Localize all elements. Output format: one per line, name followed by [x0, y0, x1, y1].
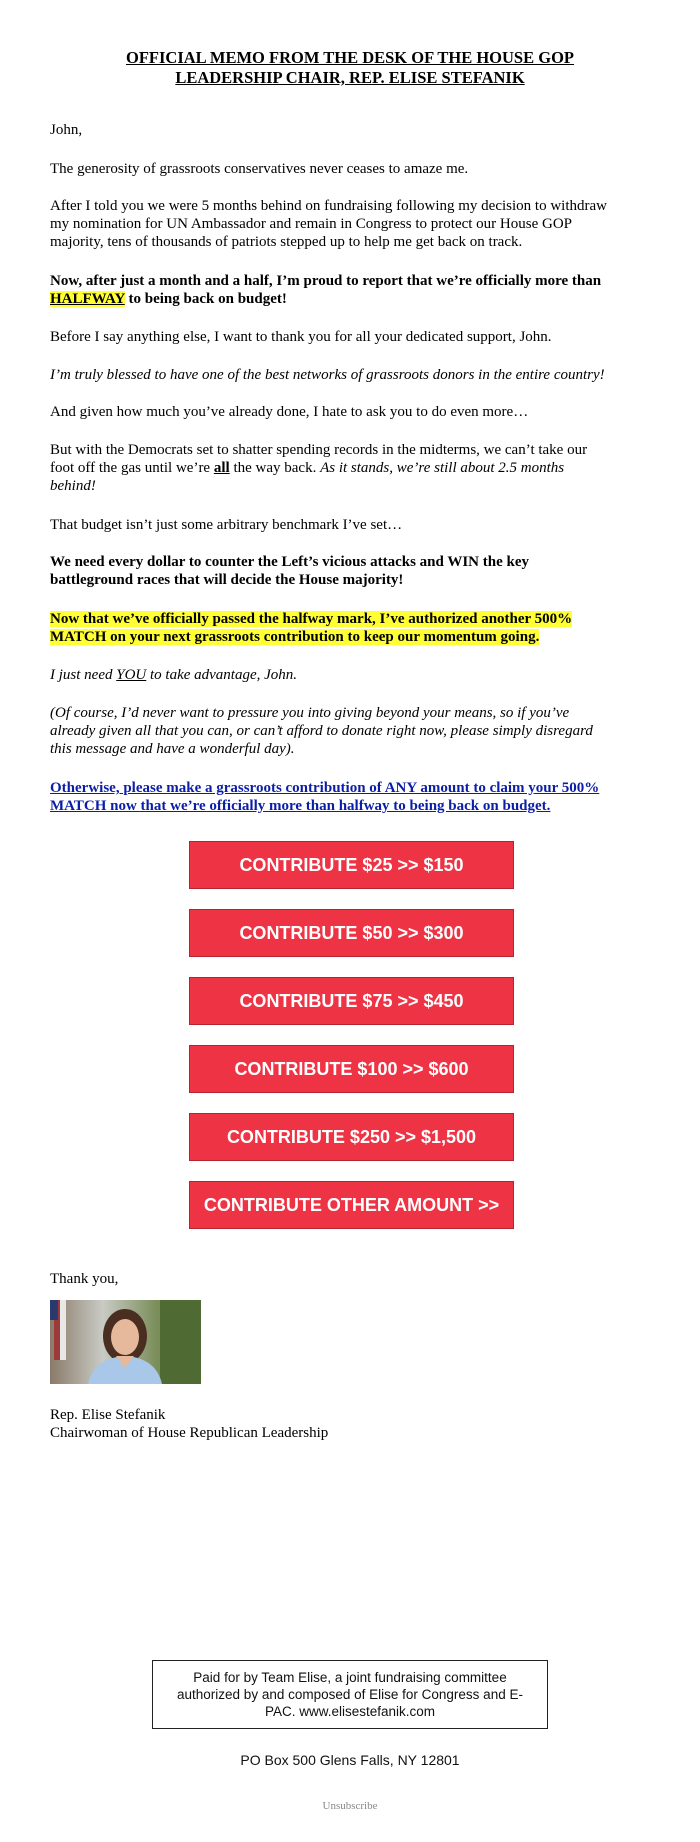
contribute-250-button[interactable]: CONTRIBUTE $250 >> $1,500 — [189, 1113, 514, 1161]
paragraph-500-match: Now that we’ve officially passed the halfway mark, I’ve authorized another 500% MATCH on your next grassroots contribution to keep our momentum going. — [50, 611, 573, 645]
paragraph-thanks-support: Before I say anything else, I want to thank you for all your dedicated support, John. — [50, 329, 552, 345]
portrait-image — [50, 1300, 201, 1384]
paragraph-generosity: The generosity of grassroots conservatives never ceases to amaze me. — [50, 161, 469, 177]
paid-for-disclaimer: Paid for by Team Elise, a joint fundraising committee authorized by and composed of Elise for Congress and E- PAC. www.elisestefanik.com — [152, 1660, 548, 1729]
signature-photo — [50, 1300, 201, 1384]
contribute-75-button[interactable]: CONTRIBUTE $75 >> $450 — [189, 977, 514, 1025]
memo-title-line2: LEADERSHIP CHAIR, REP. ELISE STEFANIK — [175, 68, 525, 87]
paragraph-hate-to-ask: And given how much you’ve already done, I hate to ask you to do even more… — [50, 404, 529, 420]
thank-you-text: Thank you, — [50, 1271, 119, 1287]
paragraph-counter-left: We need every dollar to counter the Left’s vicious attacks and WIN the key battleground races that will decide the House majority! — [50, 554, 529, 588]
paragraph-behind-fundraising: After I told you we were 5 months behind on fundraising following my decision to withdraw my nomination for UN Ambassador and remain in Congress to protect our House GOP majority, tens of thousands of patriots stepped up to help me get back on track. — [50, 198, 607, 250]
contribute-other-button[interactable]: CONTRIBUTE OTHER AMOUNT >> — [189, 1181, 514, 1229]
signature-role: Chairwoman of House Republican Leadership — [50, 1425, 329, 1441]
paragraph-disregard: (Of course, I’d never want to pressure you into giving beyond your means, so if you’ve already given all that you can, or can’t afford to donate right now, please simply disregard this message and have a wonderful day). — [50, 705, 593, 757]
memo-title — [50, 48, 650, 88]
signature-block — [50, 1406, 650, 1442]
paragraph-halfway-report: Now, after just a month and a half, I’m proud to report that we’re officially more than HALFWAY to being back on budget! — [50, 273, 602, 307]
contribution-link[interactable]: Otherwise, please make a grassroots contribution of ANY amount to claim your 500% MATCH now that we’re officially more than halfway to being back on budget. — [50, 780, 600, 814]
paragraph-need-you: I just need YOU to take advantage, John. — [50, 667, 298, 683]
signature-name: Rep. Elise Stefanik — [50, 1407, 166, 1423]
mailing-address: PO Box 500 Glens Falls, NY 12801 — [240, 1752, 460, 1768]
contribute-50-button[interactable]: CONTRIBUTE $50 >> $300 — [189, 909, 514, 957]
halfway-highlight: HALFWAY — [50, 291, 125, 307]
paragraph-budget-benchmark: That budget isn’t just some arbitrary benchmark I’ve set… — [50, 517, 403, 533]
paragraph-democrats-spending: But with the Democrats set to shatter spending records in the midterms, we can’t take our foot off the gas until we’re all the way back. As it stands, we’re still about 2.5 months behind! — [50, 442, 588, 494]
contribute-25-button[interactable]: CONTRIBUTE $25 >> $150 — [189, 841, 514, 889]
greeting: John, — [50, 122, 83, 138]
paragraph-blessed: I’m truly blessed to have one of the best networks of grassroots donors in the entire country! — [50, 367, 605, 383]
contribute-100-button[interactable]: CONTRIBUTE $100 >> $600 — [189, 1045, 514, 1093]
memo-title-line1: OFFICIAL MEMO FROM THE DESK OF THE HOUSE GOP — [126, 48, 574, 67]
unsubscribe-link[interactable]: Unsubscribe — [322, 1800, 378, 1812]
